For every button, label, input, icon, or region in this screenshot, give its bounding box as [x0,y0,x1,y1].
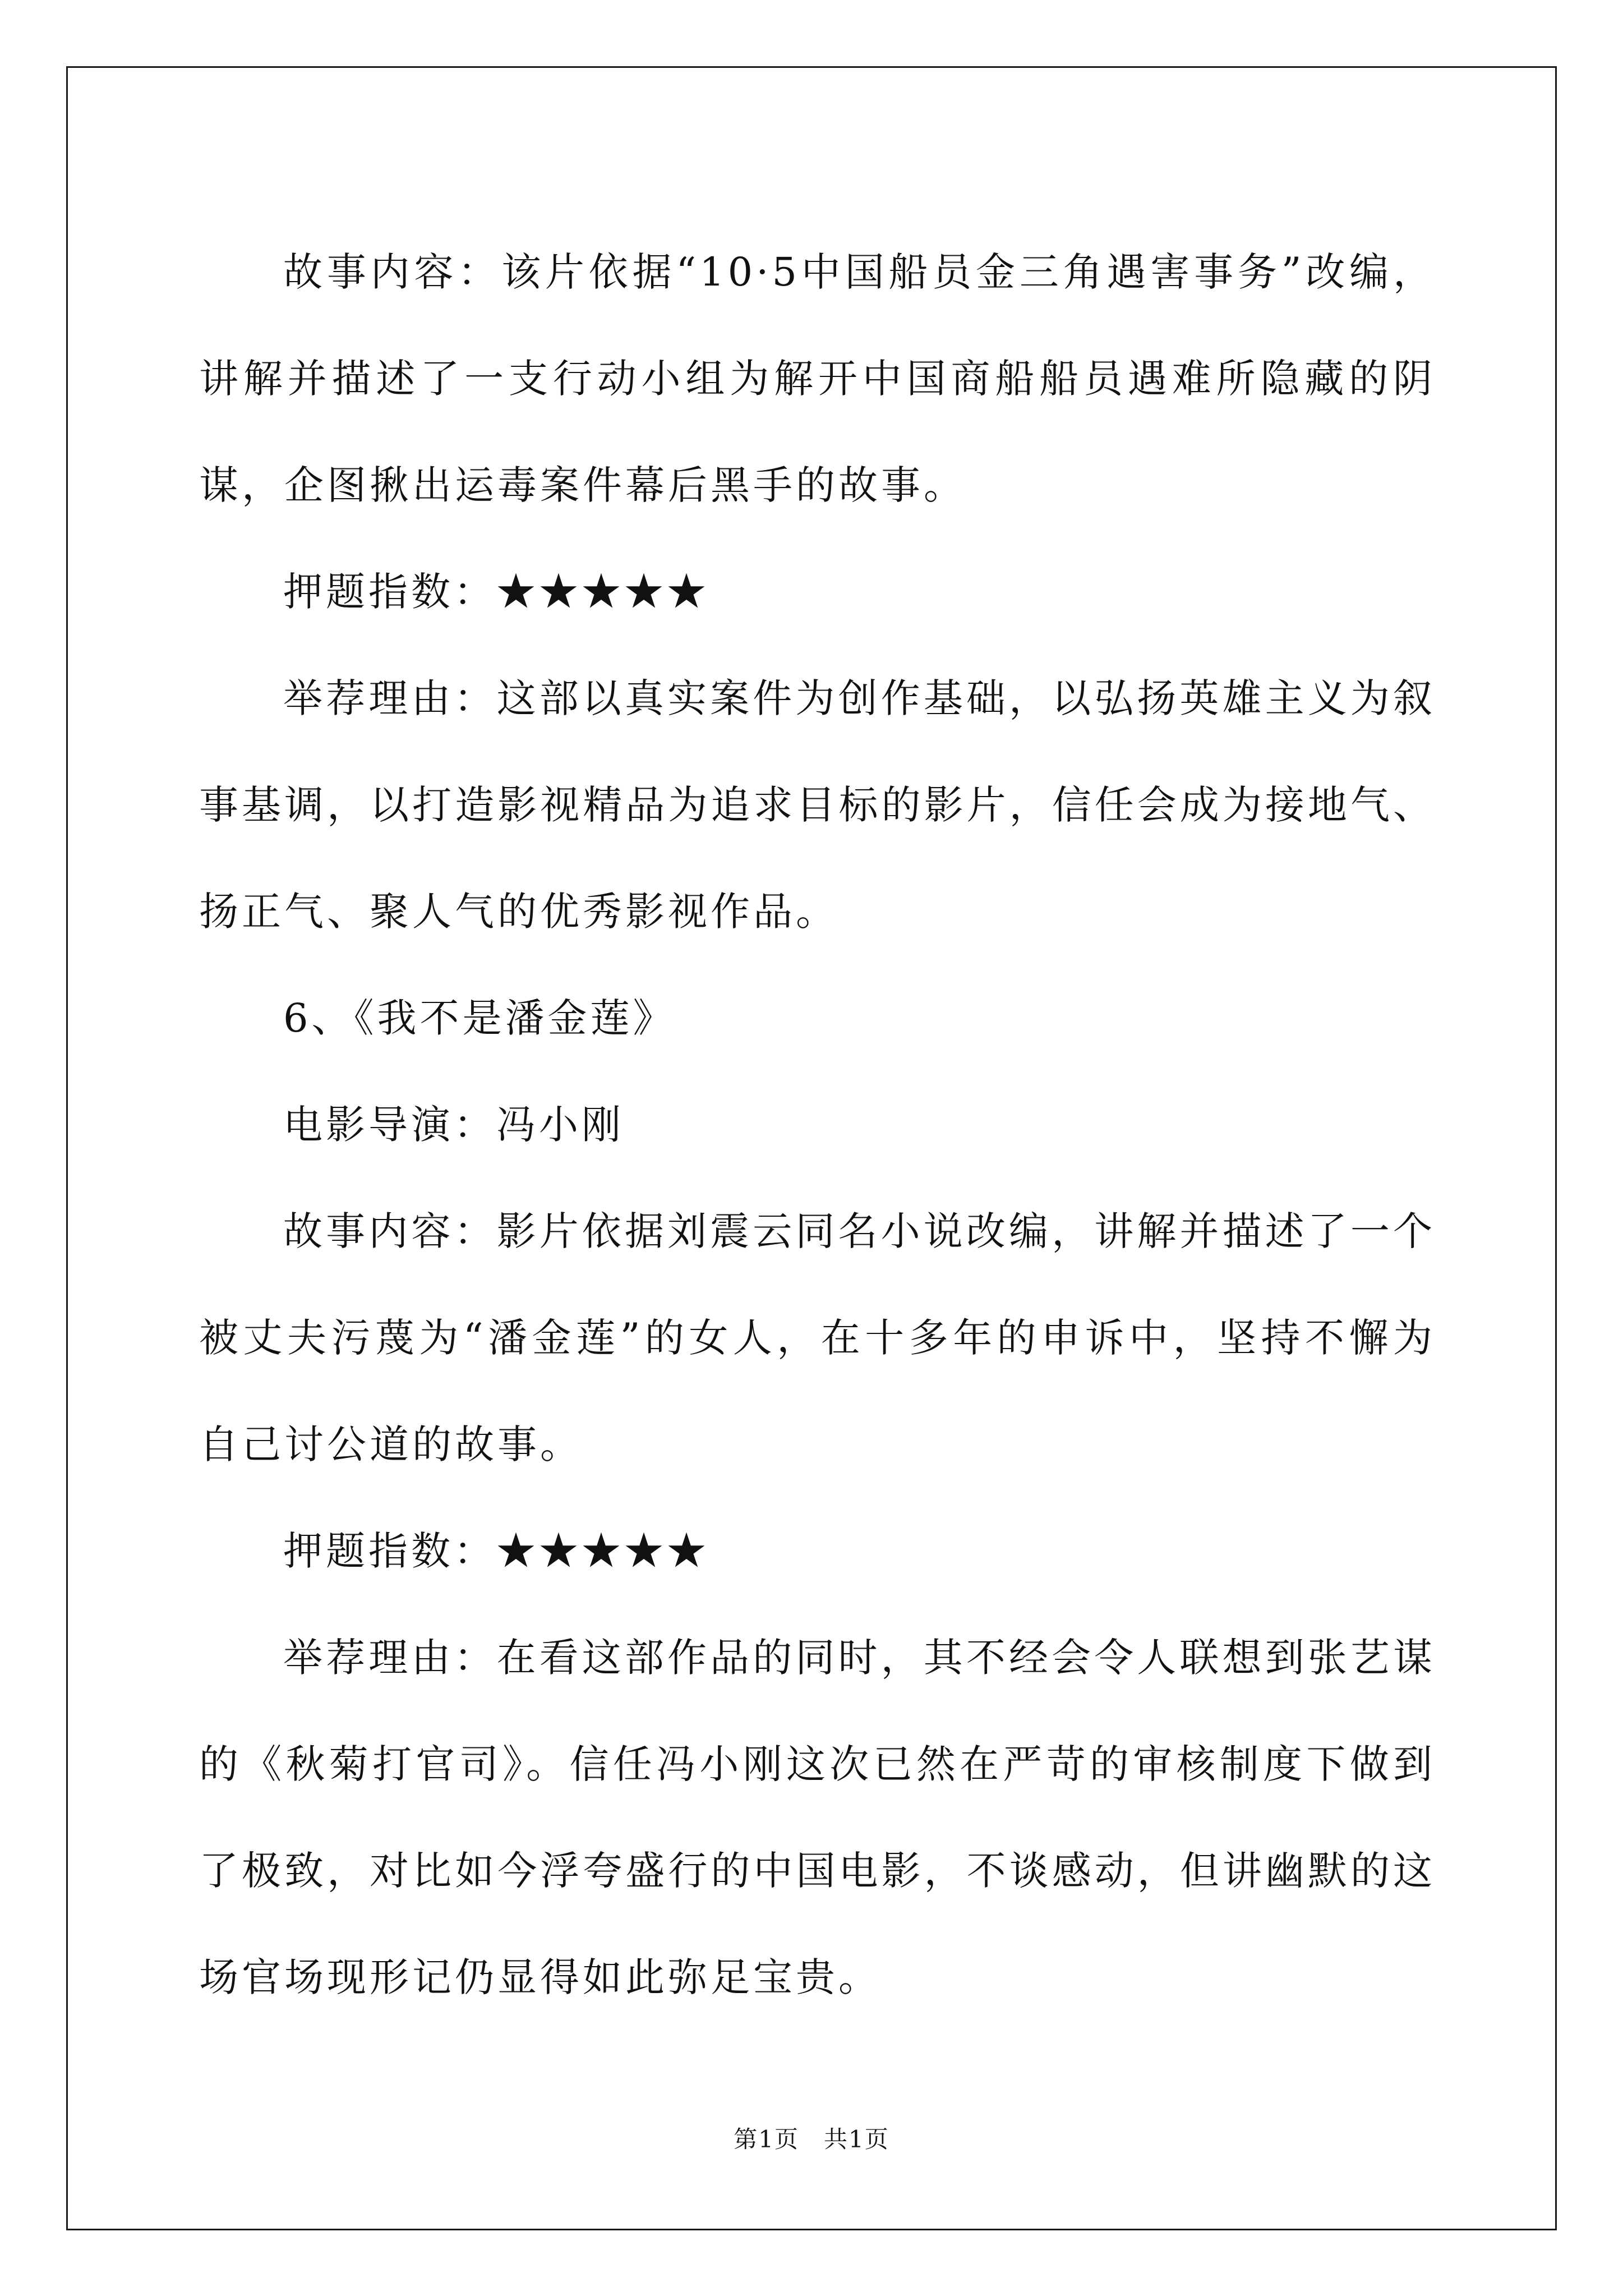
paragraph-reason-2: 举荐理由：在看这部作品的同时，其不经会令人联想到张艺谋的《秋菊打官司》。信任冯小刚这次已然在严苛的审核制度下做到了极致，对比如今浮夸盛行的中国电影，不谈感动，但讲幽默的这场官场现形记仍显得如此弥足宝贵。 [199,1635,1436,2000]
paragraph-story-2: 故事内容：影片依据刘震云同名小说改编，讲解并描述了一个被丈夫污蔑为“潘金莲”的女人，在十多年的申诉中，坚持不懈为自己讨公道的故事。 [199,1208,1436,1467]
paragraph-reason-1: 举荐理由：这部以真实案件为创作基础，以弘扬英雄主义为叙事基调，以打造影视精品为追求目标的影片，信任会成为接地气、扬正气、聚人气的优秀影视作品。 [199,675,1436,935]
paragraph-rating-2: 押题指数：★★★★★ [283,1528,709,1574]
paragraph-director: 电影导演：冯小刚 [283,1102,624,1148]
paragraph-rating-1: 押题指数：★★★★★ [283,569,709,615]
document-body [199,219,1436,2031]
paragraph-film-title: 6、《我不是潘金莲》 [283,995,676,1041]
paragraph-story-1: 故事内容：该片依据“10·5中国船员金三角遇害事务”改编，讲解并描述了一支行动小组为解开中国商船船员遇难所隐藏的阴谋，企图揪出运毒案件幕后黑手的故事。 [199,249,1436,508]
page-footer: 第1页 共1页 [734,2125,889,2153]
